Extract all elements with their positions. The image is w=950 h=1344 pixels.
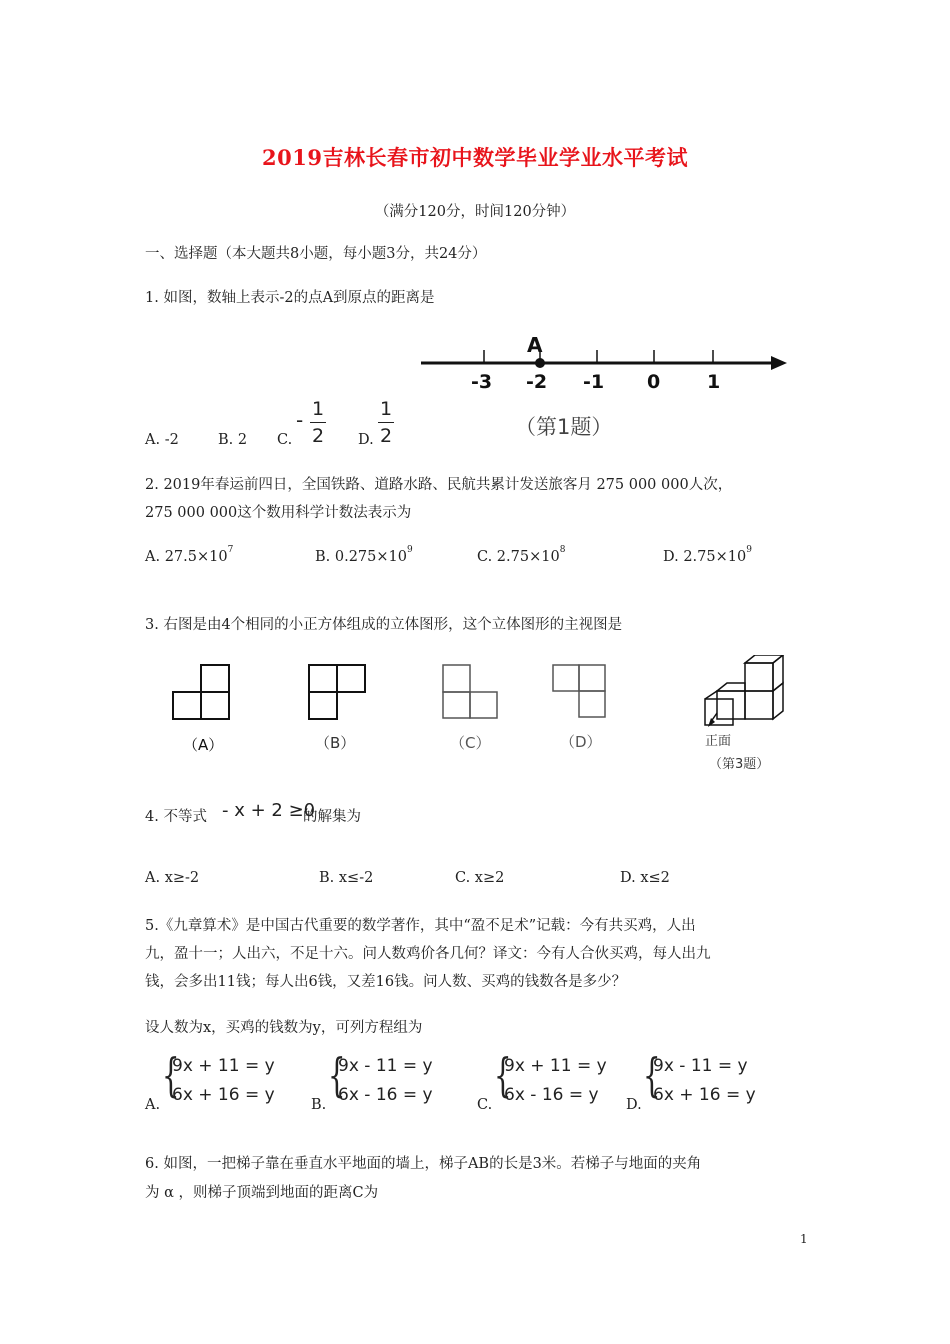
point-a-dot [535,358,545,368]
q2-stem-line2: 275 000 000这个数用科学计数法表示为 [145,505,412,521]
q5-line1: 5.《九章算术》是中国古代重要的数学著作，其中“盈不足术”记载：今有共买鸡，人出 [145,918,696,934]
view-b-shape [309,665,365,719]
section-heading: 一、选择题（本大题共8小题，每小题3分，共24分） [145,246,487,262]
page-number: 1 [800,1232,808,1246]
q5-option-c-label: C. [477,1097,493,1113]
q4-option-a: A. x≥-2 [145,870,200,886]
view-label-b: （B） [315,734,356,752]
q5-line4: 设人数为x，买鸡的钱数为y，可列方程组为 [145,1020,423,1036]
view-label-c: （C） [450,734,491,752]
view-a-shape [173,665,229,719]
q5-option-b-eq1: 9x - 11 = y [338,1056,433,1076]
q4-stem-prefix: 4. 不等式 [145,809,207,825]
q1-option-b: B. 2 [218,432,248,448]
view-d-shape [553,665,605,717]
q1-option-c: C. [277,432,293,448]
q2-option-c: C. $2.75\times 10^8$ [477,545,566,565]
point-a-label: A [527,333,543,357]
q2-option-d: D. $2.75\times 10^9$ [663,545,752,565]
q1-option-d-fraction [378,398,394,447]
view-label-a: （A） [183,736,224,754]
axis-arrow-icon [771,356,787,370]
q5-option-a-brace: { [162,1048,180,1102]
front-label: 正面 [705,734,732,749]
exam-subtitle: （满分120分，时间120分钟） [374,204,576,220]
q2-option-a: A. $27.5\times 10^7$ [145,545,234,565]
q5-option-a-eq2: 6x + 16 = y [172,1085,275,1105]
q3-views-figure [165,655,795,775]
q5-option-a-label: A. [145,1097,161,1113]
q5-option-d-brace: { [643,1048,661,1102]
tick-label: 0 [647,371,661,393]
q5-option-d-label: D. [626,1097,642,1113]
tick-label: -2 [526,371,548,393]
view-c-shape [443,665,497,718]
q5-option-b-eq2: 6x - 16 = y [338,1085,433,1105]
tick-label: -1 [583,371,605,393]
q5-option-b-label: B. [311,1097,327,1113]
q1-option-d: D. [358,432,374,448]
q5-option-a-eq1: 9x + 11 = y [172,1056,275,1076]
q1-option-a: A. -2 [145,432,179,448]
q4-inequality: - x + 2 ≥0 [222,800,316,821]
q1-option-c-sign: - [296,408,304,432]
tick-label: -3 [471,371,493,393]
q4-stem-suffix: 的解集为 [303,809,361,825]
q2-stem-line1: 2. 2019年春运前四日，全国铁路、道路水路、民航共累计发送旅客月 275 000 000人次， [145,477,733,493]
q4-option-c: C. x≥2 [455,870,505,886]
q6-line1: 6. 如图，一把梯子靠在垂直水平地面的墙上，梯子AB的长是3米。若梯子与地面的夹角 [145,1156,702,1172]
q1-stem: 1. 如图，数轴上表示-2的点A到原点的距离是 [145,290,435,306]
fraction-denominator: 2 [379,425,393,447]
fraction-numerator: 1 [379,398,393,420]
q2-option-b: B. $0.275\times 10^9$ [315,545,413,565]
q5-option-d-eq2: 6x + 16 = y [653,1085,756,1105]
fraction-numerator: 1 [311,398,325,420]
q4-option-b: B. x≤-2 [319,870,374,886]
q6-line2: 为 α ，则梯子顶端到地面的距离C为 [145,1185,379,1201]
tick-label: 1 [707,371,721,393]
q5-line2: 九，盈十一；人出六，不足十六。问人数鸡价各几何？译文：今有人合伙买鸡，每人出九 [145,946,711,962]
q5-option-b-brace: { [328,1048,346,1102]
q3-stem: 3. 右图是由4个相同的小正方体组成的立体图形，这个立体图形的主视图是 [145,617,623,633]
fraction-denominator: 2 [311,425,325,447]
q1-number-line-figure [415,330,795,445]
page-title: 2019吉林长春市初中数学毕业学业水平考试 [262,145,688,170]
q4-option-d: D. x≤2 [620,870,670,886]
q5-option-c-eq2: 6x - 16 = y [504,1085,599,1105]
q5-option-d-eq1: 9x - 11 = y [653,1056,748,1076]
figure-caption: （第1题） [515,415,613,439]
q5-line3: 钱，会多出11钱；每人出6钱，又差16钱。问人数、买鸡的钱数各是多少？ [145,974,627,990]
q5-option-c-brace: { [494,1048,512,1102]
figure-caption: （第3题） [709,757,770,772]
q1-option-c-fraction [310,398,326,447]
q5-option-c-eq1: 9x + 11 = y [504,1056,607,1076]
view-label-d: （D） [560,733,602,751]
